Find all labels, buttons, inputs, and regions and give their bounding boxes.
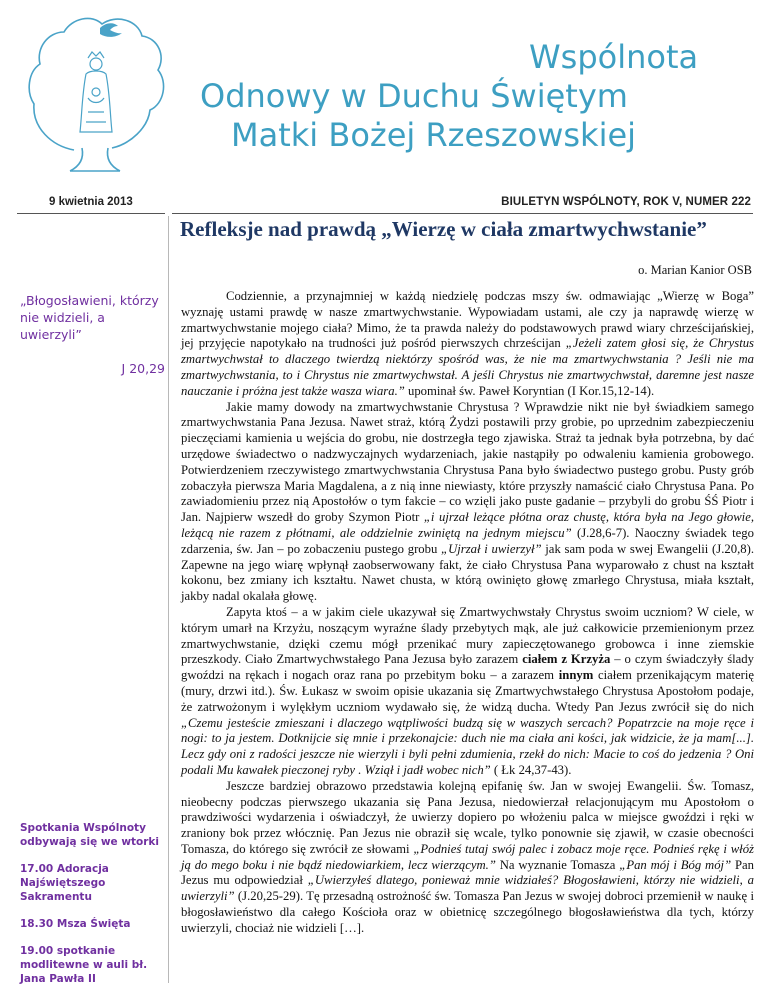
text-run: ( Łk 24,37-43).	[490, 762, 572, 777]
sidebar-quote: „Błogosławieni, którzy nie widzieli, a uwierzyli”	[20, 293, 159, 342]
article-author: o. Marian Kanior OSB	[638, 263, 752, 277]
text-run: Zapyta ktoś – a w jakim ciele ukazywał się Zmartwychwstały Chrystus swoim uczniom? W ciele, w którym umarł na Krzyżu, noszącym wyraźne ślady przebytych mąk, ale już całkowicie przemienionym przez zmartwychwstanie, dzięki czemu mógł przenikać mury zapieczętowanego grobowca i inne ziemskie przeszkody. Ciało Zmartwychwstałego Pana Jezusa było zarazem	[181, 604, 754, 667]
tree-madonna-logo	[22, 8, 174, 173]
emphasis-run: ciałem z Krzyża	[522, 652, 611, 667]
emphasis-run: innym	[558, 668, 594, 683]
text-run: (J.28,6-7). Naoczny świadek tego zdarzenia, św. Jan – po zobaczeniu pustego grobu	[181, 525, 754, 556]
madonna-icon	[80, 52, 112, 132]
dove-icon	[100, 23, 122, 37]
schedule-item: 18.30 Msza Święta	[20, 918, 131, 930]
article-paragraph	[181, 779, 754, 937]
masthead-line-3: Matki Bożej Rzeszowskiej	[231, 116, 637, 154]
quote-run: „Czemu jesteście zmieszani i dlaczego wątpliwości budzą się w waszych sercach? Popatrzcie na moje ręce i nogi: to ja jestem. Dotknijcie się mnie i przekonajcie: duch nie ma ciała ani kości, jak widzicie, że ja mam[...]. Lecz gdy oni z radości jeszcze nie wierzyli i byli pełni zdumienia, rzekł do nich: Macie to coś do jedzenia ? Oni podali Mu kawałek pieczonej ryby . Wziął i jadł wobec nich”	[181, 715, 754, 777]
tree-crown	[29, 18, 163, 150]
quote-run: „Ujrzał i uwierzył”	[441, 541, 542, 556]
article-paragraph	[181, 400, 754, 605]
masthead-line-2: Odnowy w Duchu Świętym	[200, 77, 628, 115]
text-run: – o czym świadczyły ślady gwoździ na rękach i nogach oraz rana po przebitym boku – a zarazem	[181, 652, 754, 683]
masthead-title	[200, 38, 760, 155]
text-run: ciałem przenikającym materię (mury, drzwi itd.). Św. Łukasz w swoim opisie ukazania się Zmartwychwstałego Chrystusa Apostołom podaje, że zatrwożonym i wylękłym uczniom wydawało się, że widzą ducha. Wtedy Pan Jezus zwrócił się do nich	[181, 668, 754, 714]
quote-run: „Jeżeli zatem głosi się, że Chrystus zmartwychwstał to dlaczego twierdzą niektórzy spośród was, że nie ma zmartwychwstania ? Jeśli nie ma zmartwychwstania, to i Chrystus nie zmartwychwstał. A jeśli Chrystus nie zmartwychwstał, daremne jest nasze nauczanie i próżna jest także wasza wiara.”	[181, 336, 754, 398]
quote-run: „Uwierzyłeś dlatego, ponieważ mnie widziałeś? Błogosławieni, którzy nie widzieli, a uwierzyli”	[181, 873, 755, 904]
tree-trunk	[70, 148, 120, 171]
meeting-schedule	[20, 821, 166, 999]
article-title: Refleksje nad prawdą „Wierzę w ciała zmartwychwstanie”	[180, 217, 707, 241]
text-run: Jakie mamy dowody na zmartwychwstanie Chrystusa ? Wprawdzie nikt nie był świadkiem samego zmartwychwstania Pana Jezusa. Nawet straż, którą Żydzi postawili przy grobie, po uprzednim zabezpieczeniu pieczęciami kamienia u wejścia do grobu, nie dostrzegła tego zjawiska. Straż ta jednak była potrzebna, by dać urzędowe świadectwo o nadzwyczajnych wydarzeniach, jakie nastąpiły po odwaleniu kamienia grobowego. Potwierdzeniem rzeczywistego zmartwychwstania Chrystusa Pana było świadectwo pustego grobu. Pusty grób zobaczyła pierwsza Maria Magdalena, a z nią inne niewiasty, które przyszły namaścić ciało Chrystusa Pana. Po zawiadomieniu przez nią Apostołów o tym fakcie – co wzięli jako puste gadanie – przybyli do grobu ŚŚ Piotr i Jan. Najpierw wszedł do groby Szymon Piotr	[181, 399, 754, 525]
header-rule-left	[17, 213, 165, 214]
quote-run: „i ujrzał leżące płótna oraz chustę, która była na Jego głowie, leżącą nie razem z płótnami, ale oddzielnie zwiniętą na jednym miejscu”	[181, 510, 754, 540]
article-body	[181, 289, 754, 937]
text-run: (J.20,25-29). Tę przesadną ostrożność św. Tomasza Pan Jezus w swojej dobroci przemienił w naukę i błogosławieństwo dla całego Kościoła oraz w obietnicę szczególnego błogosławieństwa dla tych, którzy uwierzyli, chociaż nie widzieli […].	[181, 889, 754, 935]
text-run: Pan Jezus mu odpowiedział	[181, 857, 754, 888]
text-run: Jeszcze bardziej obrazowo przedstawia kolejną epifanię św. Jan w swojej Ewangelii. Św. Tomasz, nieobecny podczas pierwszego ukazania się Pana Jezusa, niedowierzał relacjonującym mu Apostołom o prawdziwości wydarzenia i oświadczył, że uwierzy dopiero po włożeniu palca w miejsce gwoździ i ręki w zraniony bok przez włócznię. Pan Jezus nie obraził się wcale, tylko ponownie się zjawił, w czasie obecności Tomasza, do którego się zwrócił ze słowami	[181, 778, 754, 856]
quote-run: „Podnieś tutaj swój palec i zobacz moje ręce. Podnieś rękę i włóż ją do mego boku i nie bądź niedowiarkiem, lecz wierzącym.”	[181, 841, 754, 872]
text-run: Na wyznanie Tomasza	[495, 857, 620, 872]
schedule-item: 19.00 spotkanie modlitewne w auli bł. Jana Pawła II	[20, 945, 148, 985]
schedule-item: Spotkania Wspólnoty odbywają się we wtorki	[20, 822, 160, 848]
issue-date: 9 kwietnia 2013	[49, 196, 133, 208]
text-run: jak sam poda w swej Ewangelii (J.20,8). Zapewne na jego wiarę wpłynął zaobserwowany fakt, że ciało Chrystusa Pana wyparowało z chust na kształt kokonu, bez zmiany ich kształtu. Nawet chusta, w którą owinięto głowę zmarłego Chrystusa, miała kształt, jakby nadal okalała głowę.	[181, 541, 754, 604]
header-rule-right	[172, 213, 753, 214]
text-run: upominał św. Paweł Koryntian (I Kor.15,12-14).	[404, 383, 655, 398]
article-paragraph	[181, 289, 754, 400]
schedule-item: 17.00 Adoracja Najświętszego Sakramentu	[20, 863, 109, 903]
quote-run: „Pan mój i Bóg mój”	[619, 857, 732, 872]
masthead-line-1: Wspólnota	[529, 38, 699, 76]
sidebar-quote-ref: J 20,29	[121, 361, 165, 376]
text-run: Codziennie, a przynajmniej w każdą niedzielę podczas mszy św. odmawiając „Wierzę w Boga” wyznaję ustami prawdę w nasze zmartwychwstanie. Wypowiadam ustami, ale czy ja naprawdę wierzę w zmartwychwstanie mojego ciała? Mimo, że ta prawda należy do podstawowych prawd wiary chrześcijańskiej, jej przyjęcie napotykało na trudności już pośród pierwszych chrześcijan	[181, 289, 754, 351]
article-paragraph	[181, 605, 754, 779]
bulletin-info: BIULETYN WSPÓLNOTY, ROK V, NUMER 222	[501, 196, 751, 208]
